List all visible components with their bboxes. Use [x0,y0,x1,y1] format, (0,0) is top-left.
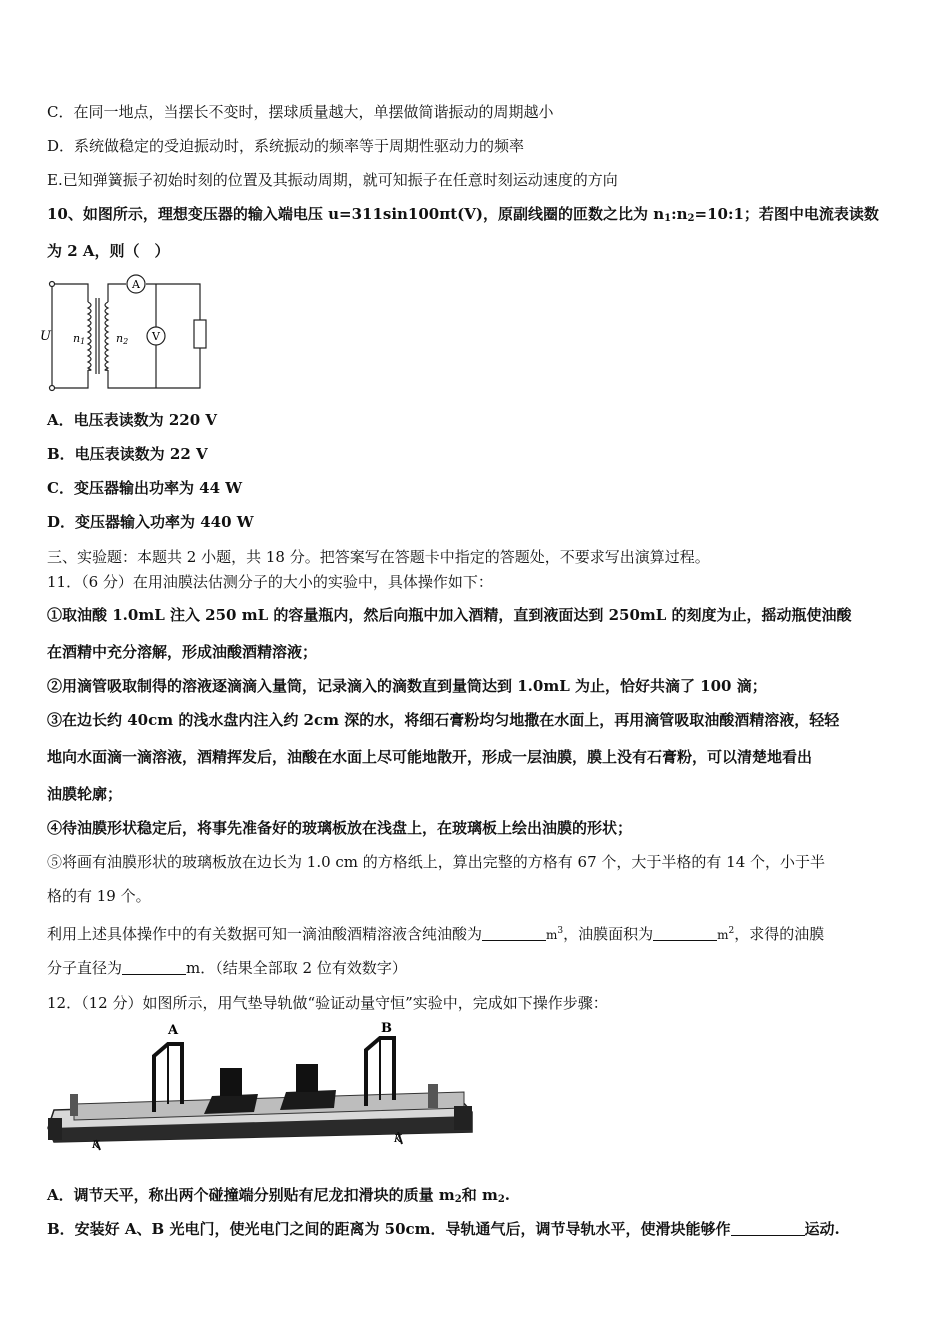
q11-step5-line2: 格的有 19 个。 [47,887,151,905]
q12-option-b-text-a: B．安装好 A、B 光电门，使光电门之间的距离为 50cm．导轨通气后，调节导轨水平，使滑块能够作 [47,1220,731,1238]
n1-label-sub: 1 [80,337,86,346]
q11-step3-line3: 油膜轮廓； [47,785,123,803]
photogate-b-label: B [381,1021,392,1036]
voltmeter-label: V [152,330,160,343]
n1-label-n: n [73,332,81,345]
unit-m2: m [717,928,729,942]
resistor [194,320,206,348]
q9-option-d: D．系统做稳定的受迫振动时，系统振动的频率等于周期性驱动力的频率 [47,137,525,155]
q12-option-b-text-b: 运动. [804,1220,840,1238]
q12-stem: 12．（12 分）如图所示，用气垫导轨做“验证动量守恒”实验中，完成如下操作步骤： [47,994,608,1012]
air-track-figure [44,1020,476,1152]
q11-step1-line2: 在酒精中充分溶解，形成油酸酒精溶液； [47,643,318,661]
glider-left-flag [220,1068,242,1096]
n2-label-sub: 2 [123,337,129,346]
q12-option-a-sub2: 2 [497,1194,505,1205]
photogate-a-label: A [168,1023,179,1038]
q10-stem-colon: :n [671,205,688,223]
answer-blank-area[interactable] [653,926,717,941]
q11-step3-line1: ③在边长约 40cm 的浅水盘内注入约 2cm 深的水，将细石膏粉均匀地撒在水面上，再用滴管吸取油酸酒精溶液，轻轻 [47,711,840,729]
glider-right [280,1090,336,1110]
q10-stem-part-a: 10、如图所示，理想变压器的输入端电压 u=311sin100πt(V)，原副线圈的匝数之比为 n [47,205,665,223]
primary-wire-top [54,284,88,302]
q11-ask-text-e: m．（结果全部取 2 位有效数字） [186,959,407,977]
secondary-wire-top-left [108,284,126,302]
q12-option-a [47,1185,510,1210]
q11-ask-line1 [47,921,824,945]
track-end-right [454,1106,472,1130]
q12-option-a-text-b: 和 m [461,1186,498,1204]
q10-option-b: B．电压表读数为 22 V [47,445,208,463]
q11-step5-line1: ⑤将画有油膜形状的玻璃板放在边长为 1.0 cm 的方格纸上，算出完整的方格有 67 个，大于半格的有 14 个，小于半 [47,853,826,871]
bumper-right [428,1084,438,1108]
q11-ask-text-b: ，油膜面积为 [563,925,654,943]
unit-m3-sup: 3 [557,926,564,936]
q12-option-a-text-c: . [504,1186,511,1204]
answer-blank-diameter[interactable] [122,960,186,975]
track-end-left [48,1118,62,1140]
q10-stem-part-b: =10:1；若图中电流表读数 [694,205,879,223]
q10-stem-line2: 为 2 A，则（ ） [47,242,170,260]
unit-m3: m [546,928,558,942]
q10-option-d: D．变压器输入功率为 440 W [47,513,254,531]
primary-wire-bottom [54,370,88,388]
section3-heading: 三、实验题：本题共 2 小题，共 18 分。把答案写在答题卡中指定的答题处，不要求写出演算过程。 [47,548,710,566]
q11-stem: 11．（6 分）在用油膜法估测分子的大小的实验中，具体操作如下： [47,573,493,591]
q10-stem-line1 [47,204,879,229]
unit-m2-sup: 2 [728,926,735,936]
q10-option-c: C．变压器输出功率为 44 W [47,479,243,497]
q11-ask-text-a: 利用上述具体操作中的有关数据可知一滴油酸酒精溶液含纯油酸为 [47,925,483,943]
knob-left-label: K [92,1140,100,1151]
q11-step4: ④待油膜形状稳定后，将事先准备好的玻璃板放在浅盘上，在玻璃板上绘出油膜的形状； [47,819,633,837]
bumper-left [70,1094,78,1116]
knob-right-label: K [394,1134,402,1145]
n1-label [73,332,85,346]
secondary-coil [105,302,108,370]
q12-option-b [47,1219,840,1239]
q11-step2: ②用滴管吸取制得的溶液逐滴滴入量筒，记录滴入的滴数直到量筒达到 1.0mL 为止，恰好共滴了 100 滴； [47,677,767,695]
input-terminal-bottom [50,386,55,391]
q11-step3-line2: 地向水面滴一滴溶液，酒精挥发后，油酸在水面上尽可能地散开，形成一层油膜，膜上没有石膏粉，可以清楚地看出 [47,748,813,766]
input-terminal-top [50,282,55,287]
q9-option-e: E.已知弹簧振子初始时刻的位置及其振动周期，就可知振子在任意时刻运动速度的方向 [47,171,618,189]
glider-left [204,1094,258,1114]
q11-ask-text-c: ，求得的油膜 [734,925,825,943]
q11-step1-line1: ①取油酸 1.0mL 注入 250 mL 的容量瓶内，然后向瓶中加入酒精，直到液面达到 250mL 的刻度为止，摇动瓶使油酸 [47,606,852,624]
q12-option-a-text-a: A．调节天平，称出两个碰撞端分别贴有尼龙扣滑块的质量 m [47,1186,455,1204]
q12-option-a-sub1: 2 [454,1194,462,1205]
q9-option-c: C．在同一地点，当摆长不变时，摆球质量越大，单摆做简谐振动的周期越小 [47,103,554,121]
q11-ask-text-d: 分子直径为 [47,959,123,977]
answer-blank-motion[interactable] [731,1221,805,1236]
answer-blank-volume[interactable] [482,926,546,941]
ammeter-label: A [132,278,140,291]
primary-coil [88,302,91,370]
voltage-label-u: U [40,329,51,344]
q10-option-a: A．电压表读数为 220 V [47,411,218,429]
n2-label-n: n [116,332,124,345]
transformer-circuit-figure [40,272,220,396]
n2-label [116,332,128,346]
q10-stem-sub1: 1 [664,213,672,224]
glider-right-flag [296,1064,318,1092]
q11-ask-line2 [47,958,407,978]
q10-stem-sub2: 2 [687,213,695,224]
